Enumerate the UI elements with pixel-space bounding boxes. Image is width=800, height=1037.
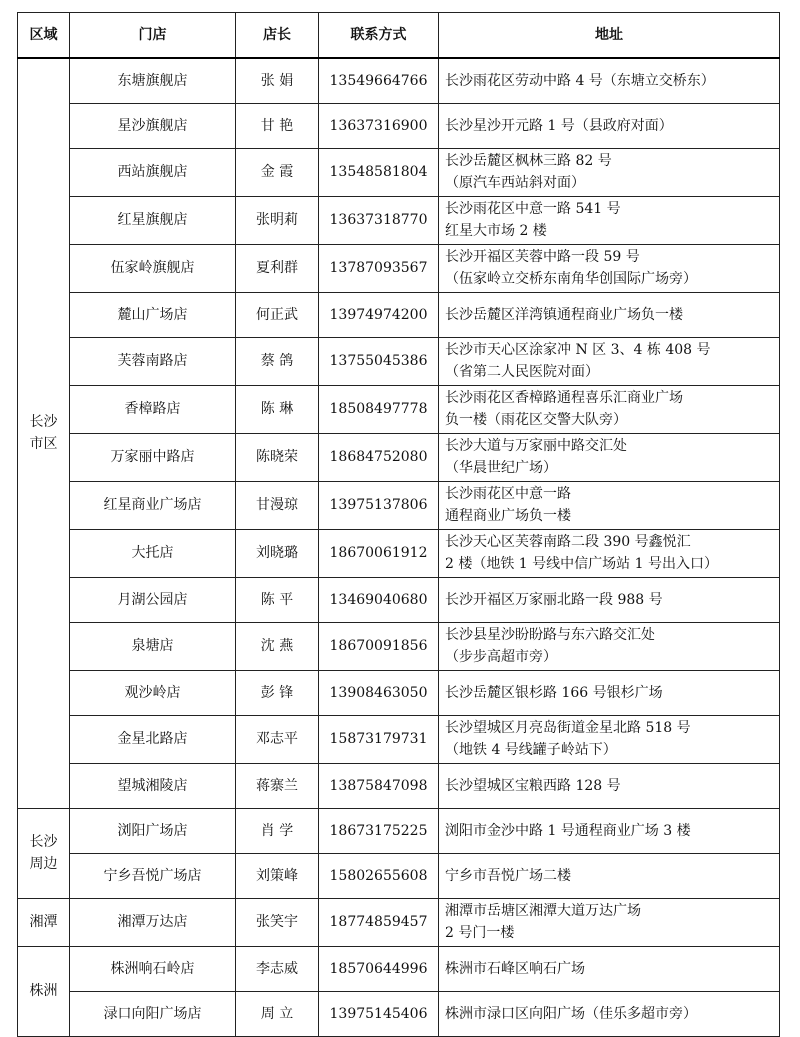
table-row [18, 196, 780, 244]
header-address: 地址 [439, 13, 780, 59]
store-name: 宁乡吾悦广场店 [70, 853, 236, 898]
address-line: 长沙开福区万家丽北路一段 988 号 [445, 591, 663, 608]
phone-number: 13549664766 [319, 58, 439, 103]
manager-name: 陈晓荣 [236, 433, 319, 481]
address-cell [439, 292, 780, 337]
store-name: 红星商业广场店 [70, 481, 236, 529]
store-name: 月湖公园店 [70, 577, 236, 622]
table-row [18, 577, 780, 622]
address-line: 长沙岳麓区枫林三路 82 号 [445, 153, 612, 169]
address-cell [439, 148, 780, 196]
address-line: 2 号门一楼 [445, 925, 515, 941]
manager-name: 彭 锋 [236, 670, 319, 715]
address-cell [439, 103, 780, 148]
phone-number: 18774859457 [319, 898, 439, 946]
address-line: 长沙大道与万家丽中路交汇处 [445, 438, 627, 454]
phone-number: 13637318770 [319, 196, 439, 244]
region-name: 长沙市区 [29, 414, 58, 453]
phone-number: 13755045386 [319, 337, 439, 385]
address-cell [439, 853, 780, 898]
manager-name: 沈 燕 [236, 622, 319, 670]
address-line: （省第二人民医院对面） [445, 364, 599, 380]
address-cell [439, 385, 780, 433]
header-row [18, 13, 780, 59]
manager-name: 甘 艳 [236, 103, 319, 148]
phone-number: 13548581804 [319, 148, 439, 196]
table-row [18, 58, 780, 103]
manager-name: 蒋寨兰 [236, 763, 319, 808]
address-cell [439, 433, 780, 481]
address-line: 红星大市场 2 楼 [445, 223, 547, 239]
phone-number: 13469040680 [319, 577, 439, 622]
table-row [18, 433, 780, 481]
address-line: （华晨世纪广场） [445, 460, 557, 476]
region-name: 湘潭 [29, 914, 58, 930]
phone-number: 18570644996 [319, 946, 439, 991]
manager-name: 邓志平 [236, 715, 319, 763]
store-name: 湘潭万达店 [70, 898, 236, 946]
table-row [18, 763, 780, 808]
store-name: 红星旗舰店 [70, 196, 236, 244]
address-line: （步步高超市旁） [445, 649, 557, 665]
header-store: 门店 [70, 13, 236, 59]
address-line: 长沙开福区芙蓉中路一段 59 号 [445, 249, 640, 265]
address-line: 长沙雨花区中意一路 541 号 [445, 201, 621, 217]
region-cell [18, 808, 70, 898]
store-name: 麓山广场店 [70, 292, 236, 337]
phone-number: 18508497778 [319, 385, 439, 433]
manager-name: 何正武 [236, 292, 319, 337]
address-cell [439, 196, 780, 244]
address-line: 长沙市天心区涂家冲 N 区 3、4 栋 408 号 [445, 342, 711, 358]
manager-name: 张 娟 [236, 58, 319, 103]
phone-number: 13974974200 [319, 292, 439, 337]
manager-name: 张明莉 [236, 196, 319, 244]
table-row [18, 244, 780, 292]
address-cell [439, 577, 780, 622]
region-cell [18, 58, 70, 808]
address-line: 湘潭市岳塘区湘潭大道万达广场 [445, 903, 641, 919]
phone-number: 13787093567 [319, 244, 439, 292]
store-name: 浏阳广场店 [70, 808, 236, 853]
manager-name: 甘漫琼 [236, 481, 319, 529]
phone-number: 13637316900 [319, 103, 439, 148]
phone-number: 15873179731 [319, 715, 439, 763]
address-cell [439, 244, 780, 292]
address-line: 株洲市渌口区向阳广场（佳乐多超市旁） [445, 1005, 697, 1022]
manager-name: 张笑宇 [236, 898, 319, 946]
address-line: 通程商业广场负一楼 [445, 508, 571, 524]
table-row [18, 853, 780, 898]
address-line: 长沙岳麓区银杉路 166 号银杉广场 [445, 684, 663, 701]
address-cell [439, 529, 780, 577]
store-name: 伍家岭旗舰店 [70, 244, 236, 292]
store-directory-table [17, 12, 780, 1037]
manager-name: 刘策峰 [236, 853, 319, 898]
address-line: 长沙星沙开元路 1 号（县政府对面） [445, 117, 673, 134]
manager-name: 肖 学 [236, 808, 319, 853]
address-line: （地铁 4 号线罐子岭站下） [445, 742, 617, 758]
store-name: 东塘旗舰店 [70, 58, 236, 103]
phone-number: 13975145406 [319, 991, 439, 1036]
table-row [18, 946, 780, 991]
store-name: 星沙旗舰店 [70, 103, 236, 148]
address-cell [439, 991, 780, 1036]
store-name: 西站旗舰店 [70, 148, 236, 196]
address-line: 长沙岳麓区洋湾镇通程商业广场负一楼 [445, 306, 683, 323]
table-row [18, 622, 780, 670]
table-row [18, 715, 780, 763]
table-header [18, 13, 780, 59]
address-cell [439, 898, 780, 946]
phone-number: 18684752080 [319, 433, 439, 481]
phone-number: 18670091856 [319, 622, 439, 670]
header-manager: 店长 [236, 13, 319, 59]
manager-name: 陈 平 [236, 577, 319, 622]
manager-name: 金 霞 [236, 148, 319, 196]
manager-name: 李志威 [236, 946, 319, 991]
address-line: 长沙县星沙盼盼路与东六路交汇处 [445, 627, 655, 643]
manager-name: 刘晓璐 [236, 529, 319, 577]
address-line: 长沙雨花区劳动中路 4 号（东塘立交桥东） [445, 72, 715, 89]
address-line: 株洲市石峰区响石广场 [445, 960, 585, 977]
table-row [18, 898, 780, 946]
table-row [18, 529, 780, 577]
address-line: 长沙雨花区中意一路 [445, 486, 571, 502]
table-row [18, 808, 780, 853]
store-name: 芙蓉南路店 [70, 337, 236, 385]
address-cell [439, 763, 780, 808]
address-line: 长沙天心区芙蓉南路二段 390 号鑫悦汇 [445, 534, 691, 550]
address-cell [439, 946, 780, 991]
store-name: 株洲响石岭店 [70, 946, 236, 991]
store-name: 渌口向阳广场店 [70, 991, 236, 1036]
region-name: 长沙周边 [29, 834, 58, 872]
address-line: 浏阳市金沙中路 1 号通程商业广场 3 楼 [445, 822, 691, 839]
address-cell [439, 58, 780, 103]
store-name: 大托店 [70, 529, 236, 577]
address-cell [439, 715, 780, 763]
manager-name: 陈 琳 [236, 385, 319, 433]
phone-number: 18673175225 [319, 808, 439, 853]
manager-name: 夏利群 [236, 244, 319, 292]
header-phone: 联系方式 [319, 13, 439, 59]
region-cell [18, 898, 70, 946]
manager-name: 蔡 鸽 [236, 337, 319, 385]
store-name: 望城湘陵店 [70, 763, 236, 808]
store-name: 万家丽中路店 [70, 433, 236, 481]
address-line: 宁乡市吾悦广场二楼 [445, 867, 571, 884]
address-line: 长沙望城区月亮岛街道金星北路 518 号 [445, 720, 691, 736]
table-row [18, 991, 780, 1036]
table-row [18, 103, 780, 148]
phone-number: 15802655608 [319, 853, 439, 898]
store-name: 泉塘店 [70, 622, 236, 670]
phone-number: 13875847098 [319, 763, 439, 808]
table-row [18, 337, 780, 385]
address-line: （原汽车西站斜对面） [445, 175, 585, 191]
region-cell [18, 946, 70, 1036]
phone-number: 18670061912 [319, 529, 439, 577]
table-row [18, 670, 780, 715]
address-line: 负一楼（雨花区交警大队旁） [445, 412, 627, 428]
table-row [18, 292, 780, 337]
address-cell [439, 481, 780, 529]
address-cell [439, 670, 780, 715]
store-name: 观沙岭店 [70, 670, 236, 715]
address-line: 长沙望城区宝粮西路 128 号 [445, 777, 621, 794]
address-cell [439, 337, 780, 385]
phone-number: 13975137806 [319, 481, 439, 529]
address-line: 长沙雨花区香樟路通程喜乐汇商业广场 [445, 390, 683, 406]
header-region: 区域 [18, 13, 70, 59]
table-body [18, 58, 780, 1036]
address-cell [439, 808, 780, 853]
store-name: 香樟路店 [70, 385, 236, 433]
address-line: （伍家岭立交桥东南角华创国际广场旁） [445, 271, 697, 287]
table-row [18, 385, 780, 433]
region-name: 株洲 [29, 983, 58, 999]
phone-number: 13908463050 [319, 670, 439, 715]
table-row [18, 481, 780, 529]
store-name: 金星北路店 [70, 715, 236, 763]
manager-name: 周 立 [236, 991, 319, 1036]
address-cell [439, 622, 780, 670]
table-row [18, 148, 780, 196]
address-line: 2 楼（地铁 1 号线中信广场站 1 号出入口） [445, 556, 718, 572]
